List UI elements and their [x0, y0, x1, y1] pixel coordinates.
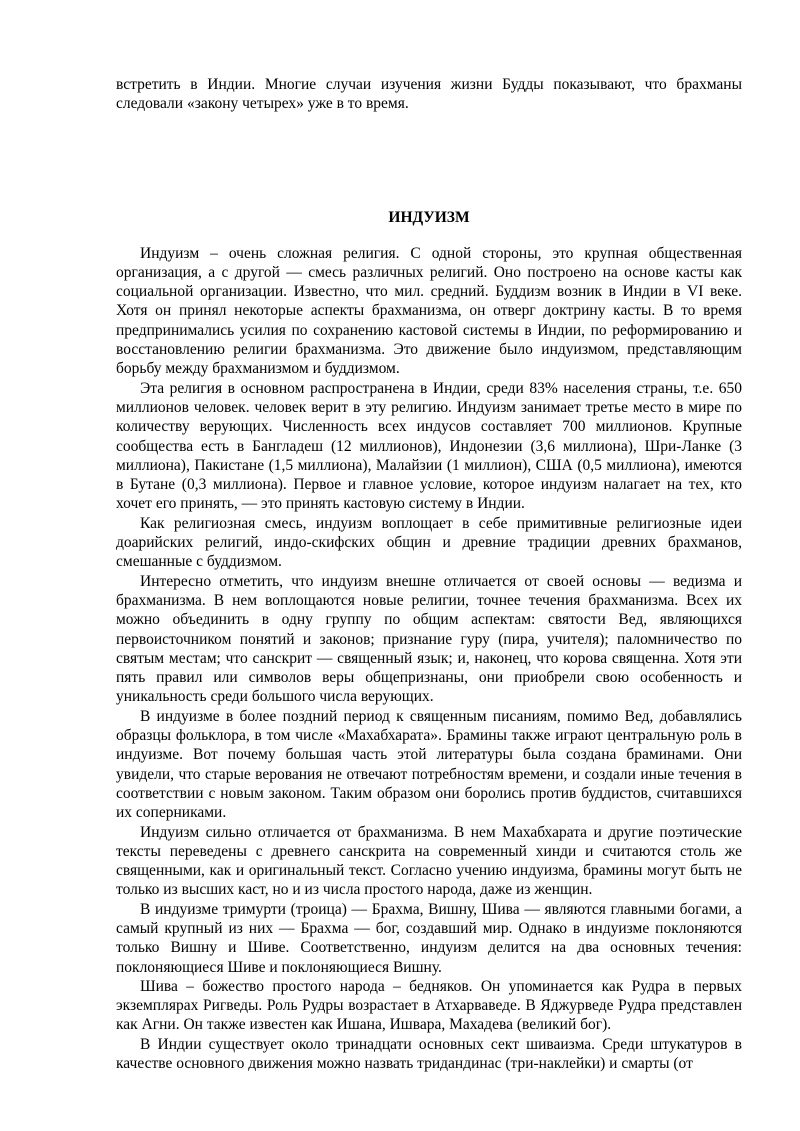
body-paragraph: В Индии существует около тринадцати основных сект шиваизма. Среди штукатуров в качестве основного движения можно назвать тридандинас (три-наклейки) и смарты (от: [116, 1035, 742, 1073]
intro-paragraph: встретить в Индии. Многие случаи изучения жизни Будды показывают, что брахманы следовали «закону четырех» уже в то время.: [116, 76, 742, 113]
page-content: [116, 75, 742, 1073]
body-paragraph: Как религиозная смесь, индуизм воплощает в себе примитивные религиозные идеи доарийских религий, индо-скифских общин и древние традиции древних брахманов, смешанные с буддизмом.: [116, 514, 742, 571]
body-paragraph: Интересно отметить, что индуизм внешне отличается от своей основы — ведизма и брахманизма. В нем воплощаются новые религии, точнее течения брахманизма. Всех их можно объединить в одну группу по общим аспектам: святости Вед, являющихся первоисточником понятий и законов; признание гуру (пира, учителя); паломничество по святым местам; что санскрит — священный язык; и, наконец, что корова священна. Хотя эти пять правил или символов веры общепризнаны, они приобрели свою особенность и уникальность среди большого числа верующих.: [116, 572, 742, 706]
body-paragraph: Шива – божество простого народа – бедняков. Он упоминается как Рудра в первых экземплярах Ригведы. Роль Рудры возрастает в Атхарваведе. В Яджурведе Рудра представлен как Агни. Он также известен как Ишана, Ишвара, Махадева (великий бог).: [116, 977, 742, 1034]
body-paragraph: В индуизме в более поздний период к священным писаниям, помимо Вед, добавлялись образцы фольклора, в том числе «Махабхарата». Брамины также играют центральную роль в индуизме. Вот почему большая часть этой литературы была создана браминами. Они увидели, что старые верования не отвечают потребностям времени, и создали иные течения в соответствии с новым законом. Таким образом они боролись против буддистов, считавшихся их соперниками.: [116, 707, 742, 822]
body-paragraph: Индуизм сильно отличается от брахманизма. В нем Махабхарата и другие поэтические тексты переведены с древнего санскрита на современный хинди и считаются столь же священными, как и оригинальный текст. Согласно учению индуизма, брамины могут быть не только из высших каст, но и из числа простого народа, даже из женщин.: [116, 823, 742, 899]
body-paragraph: Индуизм – очень сложная религия. С одной стороны, это крупная общественная организация, а с другой — смесь различных религий. Оно построено на основе касты как социальной организации. Известно, что мил. средний. Буддизм возник в Индии в VI веке. Хотя он принял некоторые аспекты брахманизма, он отверг доктрину касты. В то время предпринимались усилия по сохранению кастовой системы в Индии, по реформированию и восстановлению религии брахманизма. Это движение было индуизмом, представляющим борьбу между брахманизмом и буддизмом.: [116, 244, 742, 378]
body-paragraph: В индуизме тримурти (троица) — Брахма, Вишну, Шива — являются главными богами, а самый крупный из них — Брахма — бог, создавший мир. Однако в индуизме поклоняются только Вишну и Шиве. Соответственно, индуизм делится на два основных течения: поклоняющиеся Шиве и поклоняющиеся Вишну.: [116, 900, 742, 976]
section-title: ИНДУИЗМ: [388, 208, 470, 226]
spacer: [116, 114, 742, 208]
spacer: [116, 227, 742, 244]
body-paragraph: Эта религия в основном распространена в Индии, среди 83% населения страны, т.е. 650 миллионов человек. человек верит в эту религию. Индуизм занимает третье место в мире по количеству верующих. Численность всех индусов составляет 700 миллионов. Крупные сообщества есть в Бангладеш (12 миллионов), Индонезии (3,6 миллиона), Шри-Ланке (3 миллиона), Пакистане (1,5 миллиона), Малайзии (1 миллион), США (0,5 миллиона), имеются в Бутане (0,3 миллиона). Первое и главное условие, которое индуизм налагает на тех, кто хочет его принять, — это принять кастовую систему в Индии.: [116, 379, 742, 513]
